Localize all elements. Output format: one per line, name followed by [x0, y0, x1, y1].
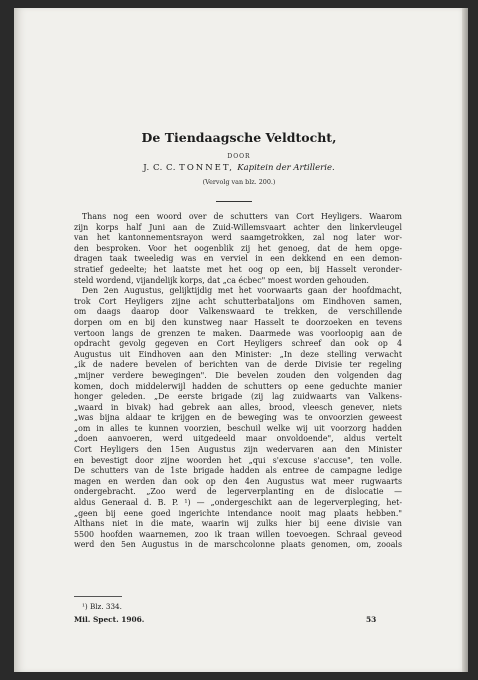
body-line: magen en werden dan ook op den 4en Augustus wat meer rugwaarts [74, 476, 402, 486]
footnote: ¹) Blz. 334. [82, 602, 122, 611]
body-line: trok Cort Heyligers zijne acht schutterbataljons om Eindhoven samen, [74, 296, 402, 306]
body-line: ondergebracht. „Zoo werd de legerverplanting en de dislocatie — [74, 487, 402, 497]
title-divider [216, 201, 252, 202]
page-edge [462, 8, 468, 672]
body-line: dragen taak tweeledig was en verviel in een dekkend en een demon- [74, 254, 402, 264]
body-line: stratief gedeelte; het laatste met het oog op een, bij Hasselt veronder- [74, 264, 402, 274]
body-line: Cort Heyligers den 15en Augustus zijn wedervaren aan den Minister [74, 445, 402, 455]
body-line: „mijner verdere bewegingen". Die bevelen zouden den volgenden dag [74, 370, 402, 380]
body-line: Den 2en Augustus, gelijktijdig met het voorwaarts gaan der hoofdmacht, [82, 286, 402, 296]
body-line: honger geleden. „De eerste brigade (zij lag zuidwaarts van Valkens- [74, 392, 402, 402]
author-rank: Kapitein der Artillerie. [237, 163, 335, 173]
body-line: dorpen om en bij den kunstweg naar Hasselt te doorzoeken en tevens [74, 317, 402, 327]
article-body [74, 212, 402, 551]
body-line: „doen aanvoeren, werd uitgedeeld maar onvoldoende", aldus vertelt [74, 434, 402, 444]
footnote-divider [74, 596, 122, 597]
body-line: „om in alles te kunnen voorzien, beschuil welke wij uit voorzorg hadden [74, 423, 402, 433]
body-line: vertoon langs de grenzen te maken. Daarmede was voorloopig aan de [74, 328, 402, 338]
body-line: Augustus uit Eindhoven aan den Minister: „In deze stelling verwacht [74, 349, 402, 359]
article-title: De Tiendaagsche Veldtocht, [141, 130, 337, 145]
body-line: en bevestigt door zijne woorden het „qui s'excuse s'accuse", ten volle. [74, 455, 402, 465]
body-line: „was bijna aldaar te krijgen en de beweging was te onvoorzien geweest [74, 413, 402, 423]
byline-door: DOOR [227, 153, 251, 160]
body-line: om daags daarop door Valkenswaard te trekken, de verschillende [74, 307, 402, 317]
body-line: steld wordend, vijandelijk korps, dat „ca écbec" moest worden gehouden. [74, 275, 369, 285]
body-line: van het kantonnementsrayon werd saamgetrokken, zal nog later wor- [74, 233, 402, 243]
body-line: „geen bij eene goed ingerichte intendance nooit mag plaats hebben." [74, 508, 402, 518]
body-line: werd den 5en Augustus in de marschcolonne plaats genomen, om, zooals [74, 540, 402, 550]
body-line: Althans niet in die mate, waarin wij zulks hier bij eene divisie van [74, 519, 402, 529]
body-line: aldus Generaal d. B. P. ¹) — „ondergeschikt aan de legerverpleging, het- [74, 498, 402, 508]
author-line [0, 163, 478, 173]
journal-footer: Mil. Spect. 1906. [74, 615, 145, 624]
body-line: Thans nog een woord over de schutters van Cort Heyligers. Waarom [82, 212, 402, 221]
body-line: 5500 hoofden waarnemen, zoo ik traan willen toevoegen. Schraal geveod [74, 529, 402, 539]
body-line: den besproken. Voor het oogenblik zij het genoeg, dat de hem opge- [74, 243, 402, 253]
body-line: komen, doch middelerwijl hadden de schutters op eene geduchte manier [74, 381, 402, 391]
continued-note: (Vervolg van blz. 200.) [202, 178, 276, 186]
author-name: TONNET, [179, 163, 235, 173]
page-number: 53 [366, 615, 377, 624]
author-initials: J. C. C. [143, 163, 176, 173]
body-line: opdracht gevolg gegeven en Cort Heyligers schreef dan ook op 4 [74, 339, 402, 349]
body-line: zijn korps half Juni aan de Zuid-Willemsvaart achter den linkervleugel [74, 222, 402, 232]
body-line: De schutters van de 1ste brigade hadden als entree de campagne ledige [74, 466, 402, 476]
body-line: „ik de nadere bevelen of berichten van de derde Divisie ter regeling [74, 360, 402, 370]
body-line: „waard in bivak) had gebrek aan alles, brood, vleesch genever, niets [74, 402, 402, 412]
